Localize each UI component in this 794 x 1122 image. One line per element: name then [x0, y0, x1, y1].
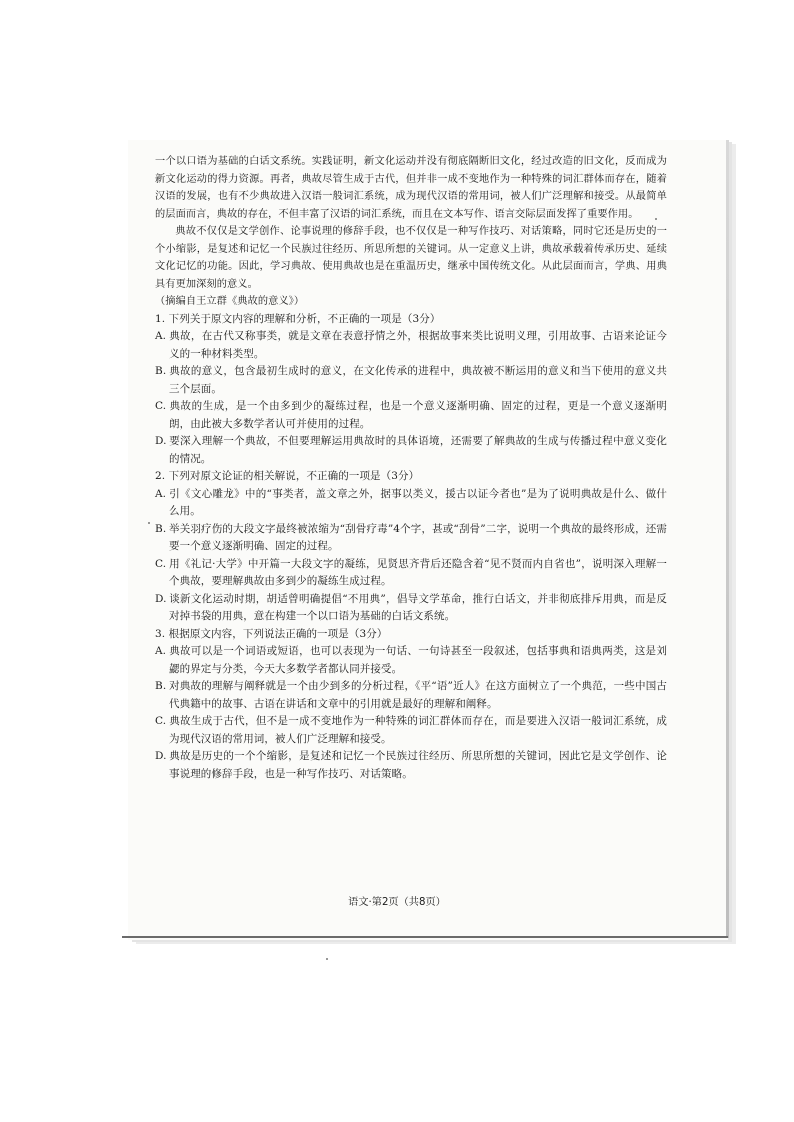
- exam-content: [155, 153, 667, 783]
- option-a: [155, 486, 667, 521]
- option-text: 谈新文化运动时期，胡适曾明确提倡“不用典”，倡导文学革命，推行白话文，并非彻底排斥用典，而是反对掉书袋的用典，意在构建一个以口语为基础的白话文系统。: [169, 592, 667, 622]
- passage-paragraph-2: 典故不仅仅是文学创作、论事说理的修辞手段，也不仅仅是一种写作技巧、对话策略，同时它还是历史的一个小缩影，是复述和记忆一个民族过往经历、所思所想的关键词。从一定意义上讲，典故承载着传承历史、延续文化记忆的功能。因此，学习典故、使用典故也是在重温历史，继承中国传统文化。从此层面而言，学典、用典具有更加深刻的意义。: [155, 226, 667, 290]
- question-1: [155, 311, 667, 469]
- option-text: 对典故的理解与阐释就是一个由少到多的分析过程，《平“语”近人》在这方面树立了一个典范，一些中国古代典籍中的故事、古语在讲话和文章中的引用就是最好的理解和阐释。: [169, 680, 667, 710]
- option-text: 举关羽疗伤的大段文字最终被浓缩为“刮骨疗毒”4个字，甚或“刮骨”二字，说明一个典故的最终形成，还需要一个意义逐渐明确、固定的过程。: [169, 522, 667, 552]
- option-label: D.: [155, 750, 167, 762]
- option-text: 引《文心雕龙》中的“事类者，盖文章之外，据事以类义，援古以证今者也”是为了说明典故是什么、做什么用。: [169, 487, 667, 517]
- option-c: [155, 398, 667, 433]
- page-footer: 语文·第2页（共8页）: [348, 897, 446, 908]
- option-b: [155, 521, 667, 556]
- passage-paragraph-1: 一个以口语为基础的白话文系统。实践证明，新文化运动并没有彻底隔断旧文化，经过改造的旧文化，反而成为新文化运动的得力资源。再者，典故尽管生成于古代，但并非一成不变地作为一种特殊的词汇群体而存在，随着汉语的发展，也有不少典故进入汉语一般词汇系统，成为现代汉语的常用词，被人们广泛理解和接受。从最简单的层面而言，典故的存在，不但丰富了汉语的词汇系统，而且在文本写作、语言交际层面发挥了重要作用。: [155, 156, 667, 220]
- option-text: 典故的意义，包含最初生成时的意义，在文化传承的进程中，典故被不断运用的意义和当下使用的意义共三个层面。: [169, 365, 667, 395]
- option-label: A.: [155, 487, 167, 500]
- option-label: D.: [155, 592, 167, 605]
- paper-bottom-edge: [122, 936, 728, 938]
- question-stem: 1. 下列关于原文内容的理解和分析，不正确的一项是（3分）: [155, 312, 441, 325]
- option-label: B.: [155, 365, 167, 377]
- passage-source: （摘编自王立群《典故的意义》）: [155, 296, 305, 307]
- scan-speck: [655, 218, 657, 220]
- option-label: A.: [155, 330, 167, 342]
- option-label: C.: [155, 557, 167, 570]
- question-stem: 2. 下列对原文论证的相关解说，不正确的一项是（3分）: [155, 470, 420, 482]
- option-text: 用《礼记·大学》中开篇一大段文字的凝练，见贤思齐背后还隐含着“见不贤而内自省也”，说明深入理解一个典故，要理解典故由多到少的凝练生成过程。: [169, 557, 667, 587]
- option-text: 典故的生成，是一个由多到少的凝练过程，也是一个意义逐渐明确、固定的过程，更是一个意义逐渐明朗，由此被大多数学者认可并使用的过程。: [169, 400, 667, 430]
- option-a: [155, 328, 667, 363]
- option-label: D.: [155, 435, 167, 447]
- option-b: [155, 363, 667, 398]
- question-stem: 3. 根据原文内容，下列说法正确的一项是（3分）: [155, 627, 388, 640]
- option-label: C.: [155, 400, 167, 412]
- question-2: [155, 468, 667, 626]
- option-d: [155, 591, 667, 626]
- scan-speck: [148, 522, 150, 524]
- option-text: 典故，在古代又称事类，就是文章在表意抒情之外，根据故事来类比说明义理，引用故事、古语来论证今义的一种材料类型。: [169, 330, 667, 360]
- option-text: 典故可以是一个词语或短语，也可以表现为一句话、一句诗甚至一段叙述，包括事典和语典两类，这是刘勰的界定与分类，今天大多数学者都认同并接受。: [169, 645, 667, 675]
- option-label: B.: [155, 680, 167, 692]
- paper-fold-edge: [726, 140, 729, 938]
- option-text: 典故生成于古代，但不是一成不变地作为一种特殊的词汇群体而存在，而是要进入汉语一般词汇系统，成为现代汉语的常用词，被人们广泛理解和接受。: [169, 715, 667, 745]
- option-text: 要深入理解一个典故，不但要理解运用典故时的具体语境，还需要了解典故的生成与传播过程中意义变化的情况。: [169, 435, 667, 465]
- option-d: [155, 748, 667, 783]
- question-3: [155, 626, 667, 784]
- option-label: A.: [155, 645, 167, 657]
- option-label: C.: [155, 715, 167, 727]
- option-c: [155, 556, 667, 591]
- option-c: [155, 713, 667, 748]
- scan-speck: [326, 958, 328, 960]
- option-text: 典故是历史的一个个缩影，是复述和记忆一个民族过往经历、所思所想的关键词，因此它是文学创作、论事说理的修辞手段，也是一种写作技巧、对话策略。: [169, 750, 667, 780]
- option-d: [155, 433, 667, 468]
- option-b: [155, 678, 667, 713]
- option-a: [155, 643, 667, 678]
- option-label: B.: [155, 522, 167, 535]
